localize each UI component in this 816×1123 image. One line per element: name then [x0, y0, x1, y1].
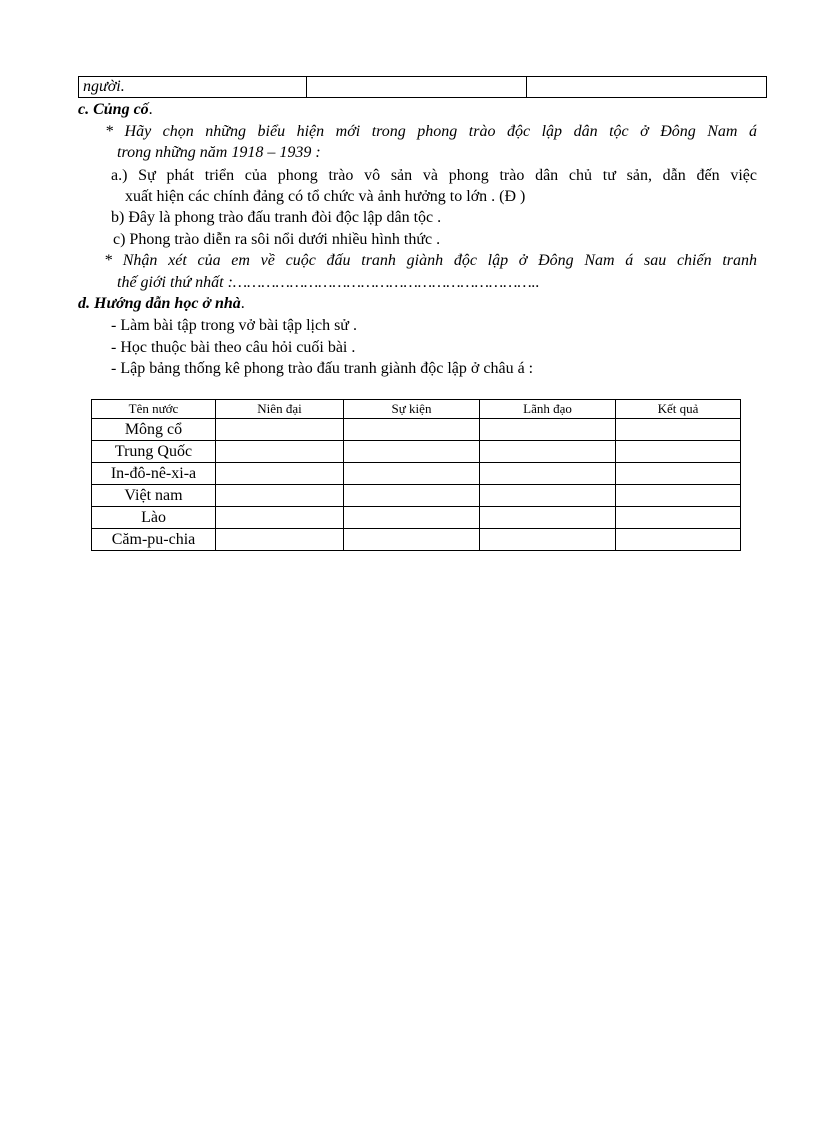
table-cell: người.: [79, 77, 307, 98]
empty-cell: [216, 507, 344, 529]
country-cell: Căm-pu-chia: [92, 529, 216, 551]
country-cell: In-đô-nê-xi-a: [92, 463, 216, 485]
country-cell: Việt nam: [92, 485, 216, 507]
list-item: - Học thuộc bài theo câu hỏi cuối bài .: [111, 339, 356, 356]
country-cell: Trung Quốc: [92, 441, 216, 463]
country-cell: Lào: [92, 507, 216, 529]
empty-cell: [216, 463, 344, 485]
section-d-heading: [78, 294, 245, 314]
comment-line-1: * Nhận xét của em về cuộc đấu tranh giành độc lập ở Đông Nam á sau chiến tranh: [104, 252, 757, 269]
question-line-1: * Hãy chọn những biểu hiện mới trong phong trào độc lập dân tộc ở Đông Nam á: [105, 123, 757, 140]
empty-cell: [480, 485, 616, 507]
empty-cell: [480, 419, 616, 441]
option-c: c) Phong trào diễn ra sôi nổi dưới nhiều hình thức .: [113, 231, 441, 248]
section-d-heading-suffix: .: [240, 295, 245, 312]
header-event: Sự kiện: [344, 400, 480, 419]
option-b: b) Đây là phong trào đấu tranh đòi độc lập dân tộc .: [111, 209, 442, 226]
empty-cell: [344, 529, 480, 551]
list-item: - Lập bảng thống kê phong trào đấu tranh giành độc lập ở châu á :: [111, 360, 534, 377]
option-a-line-2: xuất hiện các chính đảng có tổ chức và ảnh hưởng to lớn . (Đ ): [125, 188, 526, 205]
empty-cell: [616, 441, 741, 463]
table-row: [92, 463, 741, 485]
empty-cell: [616, 507, 741, 529]
empty-cell: [616, 485, 741, 507]
comment-line-2: thế giới thứ nhất :………………………………………………………..: [117, 274, 540, 291]
empty-cell: [480, 441, 616, 463]
table-row: [92, 529, 741, 551]
country-cell: Mông cổ: [92, 419, 216, 441]
empty-cell: [344, 485, 480, 507]
section-c-heading: [78, 100, 153, 120]
table-row: [92, 441, 741, 463]
table-row: [92, 419, 741, 441]
empty-cell: [216, 441, 344, 463]
empty-cell: [480, 463, 616, 485]
header-result: Kết quả: [616, 400, 741, 419]
table-cell: [527, 77, 767, 98]
list-item: - Làm bài tập trong vở bài tập lịch sử .: [111, 317, 357, 334]
table-header-row: [92, 400, 741, 419]
section-d-heading-text: d. Hướng dẫn học ở nhà: [78, 295, 241, 312]
empty-cell: [616, 529, 741, 551]
empty-cell: [216, 419, 344, 441]
option-a-line-1: a.) Sự phát triển của phong trào vô sản và phong trào dân chủ tư sản, dẫn đến việc: [111, 167, 757, 184]
empty-cell: [216, 485, 344, 507]
continuation-table: [78, 76, 767, 98]
header-country: Tên nước: [92, 400, 216, 419]
empty-cell: [216, 529, 344, 551]
empty-cell: [616, 419, 741, 441]
question-line-2: trong những năm 1918 – 1939 :: [117, 144, 321, 161]
empty-cell: [344, 441, 480, 463]
empty-cell: [616, 463, 741, 485]
empty-cell: [344, 419, 480, 441]
empty-cell: [480, 529, 616, 551]
table-row: [79, 77, 767, 98]
empty-cell: [344, 507, 480, 529]
table-row: [92, 485, 741, 507]
empty-cell: [480, 507, 616, 529]
header-leader: Lãnh đạo: [480, 400, 616, 419]
table-row: [92, 507, 741, 529]
independence-movement-table: [91, 399, 741, 551]
table-cell: [307, 77, 527, 98]
section-c-heading-suffix: .: [148, 101, 153, 118]
empty-cell: [344, 463, 480, 485]
section-c-heading-text: c. Củng cố: [78, 101, 149, 118]
header-period: Niên đại: [216, 400, 344, 419]
